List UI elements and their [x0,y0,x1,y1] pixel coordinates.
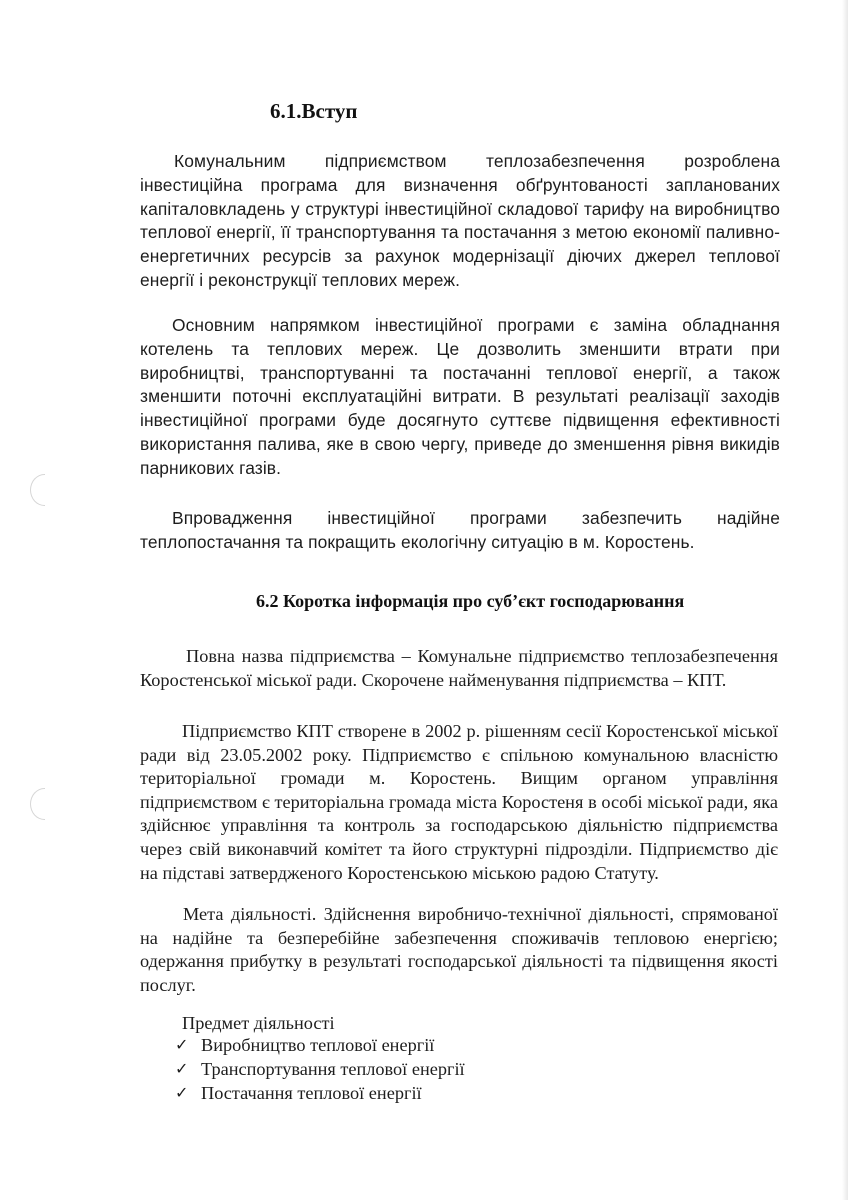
company-name-paragraph: Повна назва підприємства – Комунальне підприємство теплозабезпечення Коростенської міської ради. Скорочене найменування підприємства – КПТ. [140,646,778,690]
activity-list-title: Предмет діяльності [182,1013,335,1033]
punch-hole-mark [30,788,59,820]
check-icon: ✓ [175,1061,189,1078]
section-heading-company-info: 6.2 Коротка інформація про суб’єкт господарювання [256,591,685,611]
list-item-label: Постачання теплової енергії [201,1082,422,1103]
intro-paragraph-1: Комунальним підприємством теплозабезпечення розроблена інвестиційна програма для визначення обґрунтованості запланованих капіталовкладень у структурі інвестиційної складової тарифу на виробництво теплової енергії, її транспортування та постачання з метою економії паливно-енергетичних ресурсів за рахунок модернізації діючих джерел теплової енергії і реконструкції теплових мереж. [140,151,780,290]
section-heading-intro: 6.1.Вступ [270,99,358,123]
company-founding-paragraph: Підприємство КПТ створене в 2002 р. рішенням сесії Коростенської міської ради від 23.05.2002 року. Підприємство є спільною комунальною власністю територіальної громади м. Коростень. Вищим органом управління підприємством є територіальна громада міста Коростеня в особі міської ради, яка здійснює управління та контроль за господарською діяльністю підприємства через свій виконавчий комітет та його структурні підрозділи. Підприємство діє на підставі затвердженого Коростенською міською радою Статуту. [140,721,778,883]
intro-paragraph-3: Впровадження інвестиційної програми забезпечить надійне теплопостачання та покращить екологічну ситуацію в м. Коростень. [140,508,780,552]
list-item-label: Транспортування теплової енергії [201,1058,465,1079]
intro-paragraph-2: Основним напрямком інвестиційної програми є заміна обладнання котелень та теплових мереж. Це дозволить зменшити втрати при виробництві, транспортуванні та постачанні теплової енергії, а також зменшити поточні експлуатаційні витрати. В результаті реалізації заходів інвестиційної програми буде досягнуто суттєве підвищення ефективності використання палива, яке в свою чергу, приведе до зменшення рівня викидів парникових газів. [140,315,780,478]
list-item [175,1081,465,1105]
page-edge-shadow [842,0,848,1200]
list-item-label: Виробництво теплової енергії [201,1034,435,1055]
activity-list [175,1033,465,1105]
company-goal-paragraph: Мета діяльності. Здійснення виробничо-технічної діяльності, спрямованої на надійне та безперебійне забезпечення споживачів тепловою енергією; одержання прибутку в результаті господарської діяльності та підвищення якості послуг. [140,904,778,995]
list-item [175,1057,465,1081]
list-item [175,1033,465,1057]
check-icon: ✓ [175,1037,189,1054]
check-icon: ✓ [175,1085,189,1102]
punch-hole-mark [30,474,59,506]
